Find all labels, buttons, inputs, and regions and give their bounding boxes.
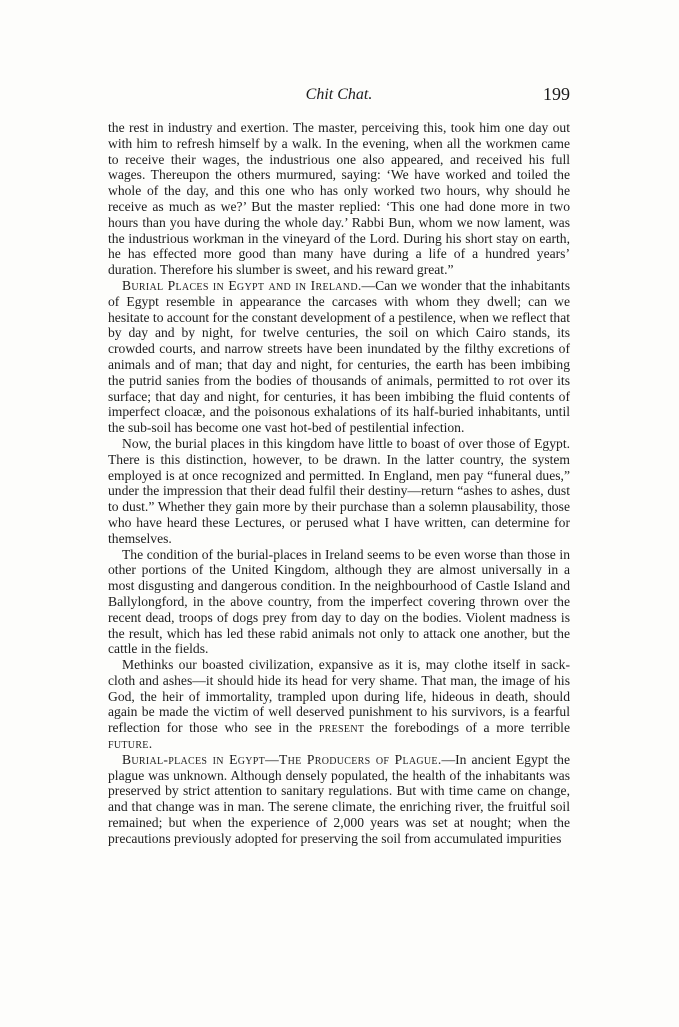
page-number: 199 <box>543 84 570 104</box>
paragraph-text: —In ancient Egypt the plague was unknown. Although densely populated, the health of the inhabitants was preserved by strict attention to sanitary regulations. But with time came on change, and that change was in man. The serene climate, the enriching river, the fruitful soil remained; but when the experience of 2,000 years was set at nought; when the precautions previously adopted for preserving the soil from accumulated impurities <box>108 751 570 846</box>
page-header <box>108 84 570 108</box>
paragraph-text: Methinks our boasted civilization, expansive as it is, may clothe itself in sack-cloth and ashes—it should hide its head for very shame. That man, the image of his God, the heir of immortality, trampled upon during life, hideous in death, should again be made the victim of well deserved punishment to his survivors, is a fearful reflection for those who see in the <box>108 657 570 736</box>
section-heading-producers-of-plague: Burial-places in Egypt—The Producers of Plague. <box>122 751 442 767</box>
paragraph-civilization <box>108 657 570 752</box>
body-text <box>108 120 570 847</box>
section-heading-burial-places: Burial Places in Egypt and in Ireland. <box>122 277 362 293</box>
paragraph-burial-egypt-ireland <box>108 278 570 436</box>
paragraph-text: —Can we wonder that the inhabitants of Egypt resemble in appearance the carcases with whom they dwell; can we hesitate to account for the constant development of a pestilence, when we reflect that by day and by night, for twelve centuries, the soil on which Cairo stands, its crowded courts, and narrow streets have been inundated by the filthy excretions of animals and of man; that day and night, for centuries, the earth has been imbibing the putrid sanies from the bodies of thousands of animals, permitted to rot over its surface; that day and night, for centuries, it has been imbibing the fluid contents of imperfect cloacæ, and the poisonous exhalations of its half-buried inhabitants, until the sub-soil has become one vast hot-bed of pestilential infection. <box>108 277 571 436</box>
paragraph-burial-ireland: The condition of the burial-places in Ireland seems to be even worse than those in other portions of the United Kingdom, although they are almost universally in a most disgusting and dangerous condition. In the neighbourhood of Castle Island and Ballylongford, in the above country, from the imperfect covering thrown over the recent dead, troops of dogs prey from day to day on the bodies. Violent madness is the result, which has led these rabid animals not only to attack one another, but the cattle in the fields. <box>108 546 570 657</box>
emphasis-future: future. <box>108 736 153 752</box>
paragraph-text: the forebodings of a more terrible <box>364 720 570 736</box>
paragraph-rabbi-bun: the rest in industry and exertion. The master, perceiving this, took him one day out with him to refresh himself by a walk. In the evening, when all the workmen came to receive their wages, the industrious one also appeared, and received his full wages. Thereupon the others murmured, saying: ‘We have worked and toiled the whole of the day, and this one who has only worked two hours, why should he receive as much as we?’ But the master replied: ‘This one had done more in two hours than you have during the whole day.’ Rabbi Bun, whom we now lament, was the industrious workman in the vineyard of the Lord. During his short stay on earth, he has effected more good than many have during a life of a hundred years’ duration. Therefore his slumber is sweet, and his reward great.” <box>108 120 570 278</box>
emphasis-present: present <box>318 720 365 736</box>
paragraph-burial-kingdom: Now, the burial places in this kingdom have little to boast of over those of Egypt. There is this distinction, however, to be drawn. In the latter country, the system employed is at once recognized and permitted. In England, men pay “funeral dues,” under the impression that their dead fulfil their destiny—return “ashes to ashes, dust to dust.” Whether they gain more by their purchase than a solemn plausability, those who have heard these Lectures, or perused what I have written, can determine for themselves. <box>108 435 570 546</box>
paragraph-producers-of-plague <box>108 752 570 847</box>
running-head: Chit Chat. <box>305 86 373 103</box>
